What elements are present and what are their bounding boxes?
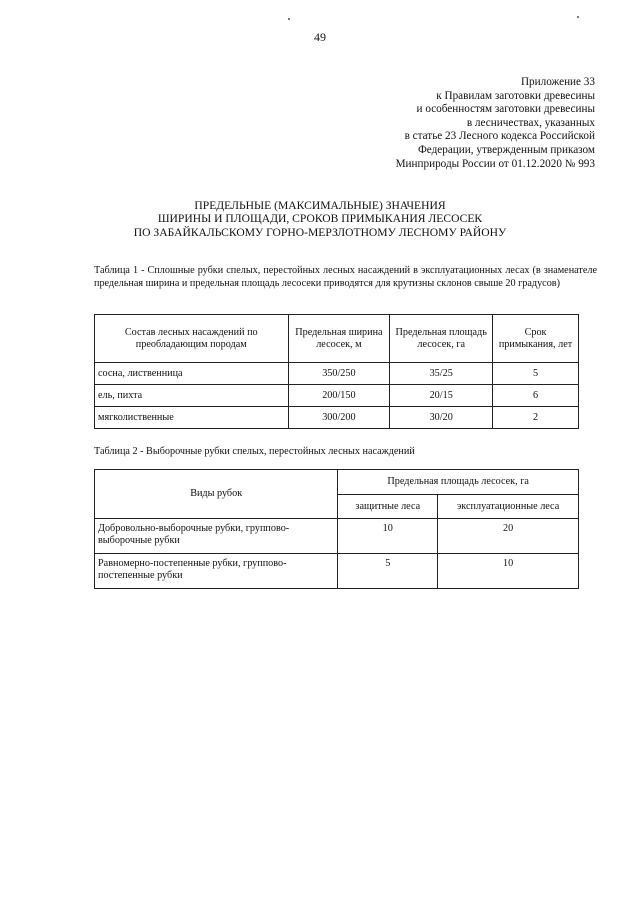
table-cell: мягколиственные	[95, 407, 289, 429]
table1-header-row	[95, 315, 579, 363]
table2	[94, 469, 579, 589]
annex-line: в статье 23 Лесного кодекса Российской	[404, 130, 595, 143]
table-cell: 5	[493, 363, 579, 385]
annex-line: Минприроды России от 01.12.2020 № 993	[395, 157, 595, 170]
table-cell: 350/250	[288, 363, 390, 385]
table-cell: 300/200	[288, 407, 390, 429]
annex-line: в лесничествах, указанных	[466, 116, 595, 129]
table2-subheader-cell: защитные леса	[338, 495, 438, 519]
table-cell: сосна, лиственница	[95, 363, 289, 385]
table-row	[95, 385, 579, 407]
table-row	[95, 519, 579, 554]
annex-block	[335, 76, 595, 171]
table-cell: Добровольно-выборочные рубки, группово-выборочные рубки	[95, 519, 338, 554]
page-number: 49	[314, 30, 326, 44]
table2-header-row	[95, 470, 579, 495]
table1-header-cell: Срок примыкания, лет	[493, 315, 579, 363]
title-line: ПРЕДЕЛЬНЫЕ (МАКСИМАЛЬНЫЕ) ЗНАЧЕНИЯ	[194, 199, 446, 212]
annex-line: Приложение 33	[520, 76, 595, 88]
annex-line: Федерации, утвержденным приказом	[417, 143, 595, 156]
table1-header-cell: Предельная площадь лесосек, га	[390, 315, 493, 363]
annex-line: и особенностям заготовки древесины	[416, 103, 595, 116]
title-line: ПО ЗАБАЙКАЛЬСКОМУ ГОРНО-МЕРЗЛОТНОМУ ЛЕСНОМУ РАЙОНУ	[133, 225, 507, 239]
table-cell: 5	[338, 554, 438, 589]
table-cell: 6	[493, 385, 579, 407]
table-cell: ель, пихта	[95, 385, 289, 407]
table1-caption: Таблица 1 - Сплошные рубки спелых, перестойных лесных насаждений в эксплуатационных лесах (в знаменателе предельная ширина и предельная площадь лесосеки приводятся для крутизны склонов свыше 20 градусов)	[94, 265, 597, 289]
table2-header-cell: Предельная площадь лесосек, га	[338, 470, 579, 495]
title-line: ШИРИНЫ И ПЛОЩАДИ, СРОКОВ ПРИМЫКАНИЯ ЛЕСОСЕК	[157, 212, 483, 226]
table-row	[95, 407, 579, 429]
table-cell: 35/25	[390, 363, 493, 385]
table-cell: Равномерно-постепенные рубки, группово-постепенные рубки	[95, 554, 338, 589]
table1-header-cell: Состав лесных насаждений по преобладающим породам	[95, 315, 289, 363]
table-cell: 10	[338, 519, 438, 554]
table-cell: 30/20	[390, 407, 493, 429]
table-cell: 200/150	[288, 385, 390, 407]
table-row	[95, 363, 579, 385]
table-row	[95, 554, 579, 589]
table2-header-cell: Виды рубок	[95, 470, 338, 519]
table2-subheader-cell: эксплуатационные леса	[438, 495, 579, 519]
table1	[94, 314, 579, 429]
table-cell: 20/15	[390, 385, 493, 407]
table-cell: 20	[438, 519, 579, 554]
annex-line: к Правилам заготовки древесины	[436, 89, 595, 102]
scan-speck	[577, 16, 579, 18]
table2-caption: Таблица 2 - Выборочные рубки спелых, перестойных лесных насаждений	[94, 446, 415, 457]
table-cell: 10	[438, 554, 579, 589]
table-cell: 2	[493, 407, 579, 429]
scan-speck	[288, 18, 290, 20]
table1-header-cell: Предельная ширина лесосек, м	[288, 315, 390, 363]
document-title	[0, 199, 640, 239]
